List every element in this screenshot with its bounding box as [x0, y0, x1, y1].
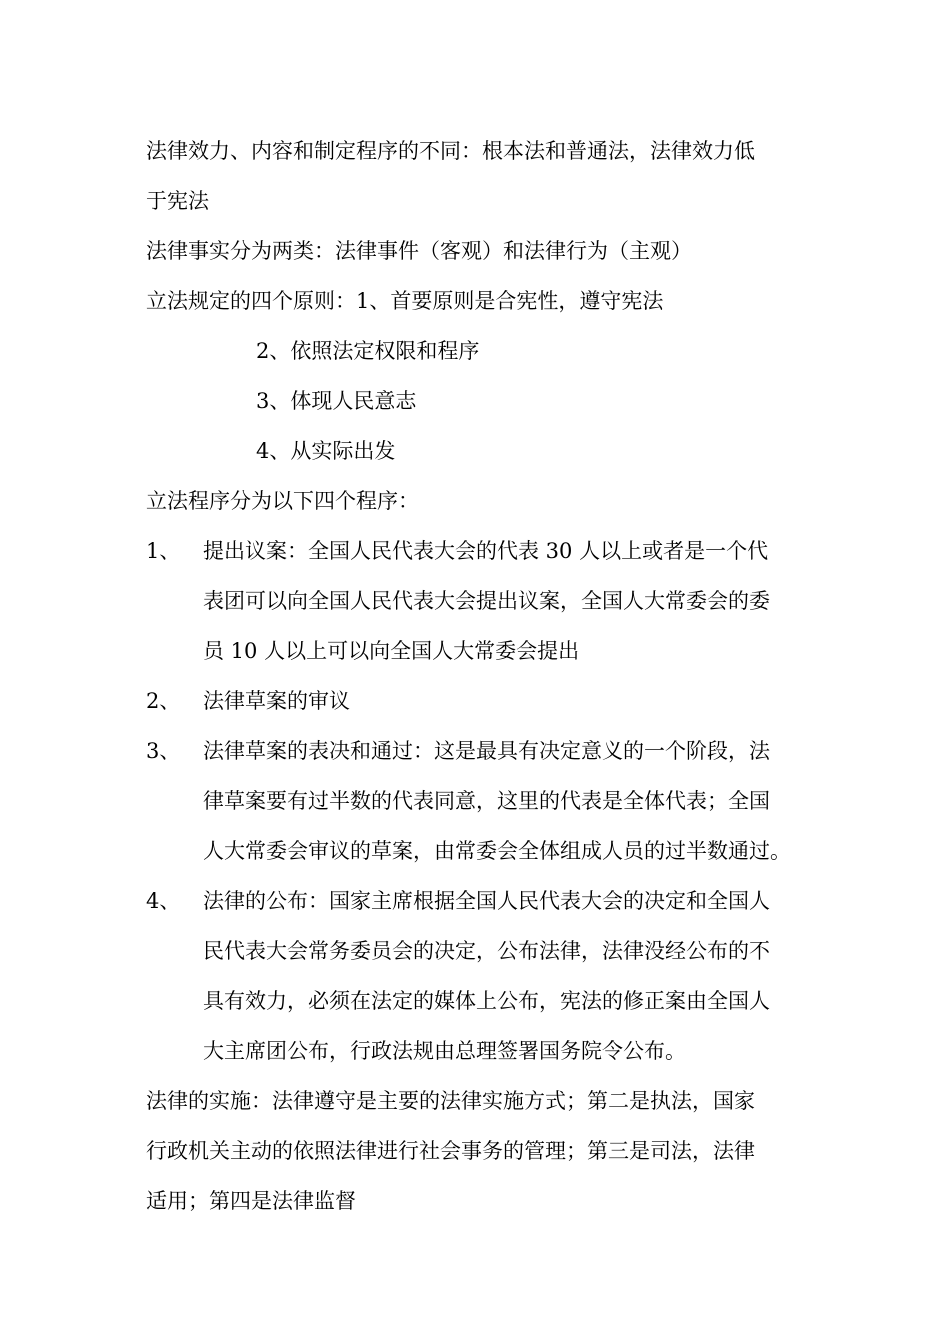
list-item-line: 法律草案的审议: [203, 689, 350, 713]
paragraph-line: 法律的实施：法律遵守是主要的法律实施方式；第二是执法，国家: [146, 1089, 755, 1113]
list-item-line: 民代表大会常务委员会的决定，公布法律，法律没经公布的不: [203, 939, 770, 963]
principle-item: 3、体现人民意志: [256, 389, 417, 413]
paragraph-line: 适用；第四是法律监督: [146, 1189, 356, 1213]
list-number: 2、: [146, 689, 181, 713]
paragraph-line: 立法规定的四个原则：1、首要原则是合宪性，遵守宪法: [146, 289, 664, 313]
list-item-line: 具有效力，必须在法定的媒体上公布，宪法的修正案由全国人: [203, 989, 770, 1013]
list-item-line: 大主席团公布，行政法规由总理签署国务院令公布。: [203, 1039, 686, 1063]
list-number: 3、: [146, 739, 181, 763]
paragraph-line: 法律效力、内容和制定程序的不同：根本法和普通法，法律效力低: [146, 139, 755, 163]
principle-item: 2、依照法定权限和程序: [256, 339, 480, 363]
paragraph-line: 法律事实分为两类：法律事件（客观）和法律行为（主观）: [146, 239, 692, 263]
list-item-line: 员 10 人以上可以向全国人大常委会提出: [203, 639, 580, 663]
principle-item: 4、从实际出发: [256, 439, 396, 463]
list-item-line: 律草案要有过半数的代表同意，这里的代表是全体代表；全国: [203, 789, 770, 813]
list-item-line: 法律草案的表决和通过：这是最具有决定意义的一个阶段，法: [203, 739, 770, 763]
paragraph-line: 于宪法: [146, 189, 209, 213]
paragraph-line: 行政机关主动的依照法律进行社会事务的管理；第三是司法，法律: [146, 1139, 755, 1163]
list-number: 4、: [146, 889, 181, 913]
list-number: 1、: [146, 539, 181, 563]
list-item-line: 表团可以向全国人民代表大会提出议案，全国人大常委会的委: [203, 589, 770, 613]
list-item-line: 提出议案：全国人民代表大会的代表 30 人以上或者是一个代: [203, 539, 769, 563]
paragraph-line: 立法程序分为以下四个程序：: [146, 489, 419, 513]
list-item-line: 人大常委会审议的草案，由常委会全体组成人员的过半数通过。: [203, 839, 791, 863]
list-item-line: 法律的公布：国家主席根据全国人民代表大会的决定和全国人: [203, 889, 770, 913]
